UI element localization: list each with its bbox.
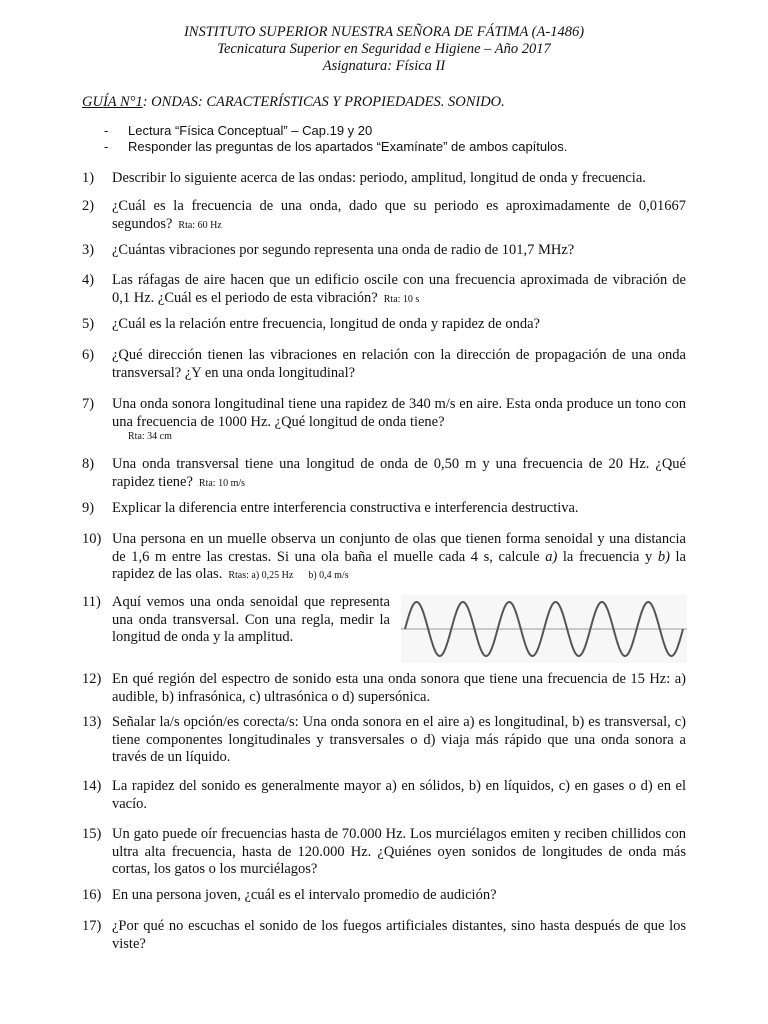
question-16 [82,887,686,905]
question-10 [82,531,686,585]
program-name: Tecnicatura Superior en Seguridad e Higiene – Año 2017 [217,41,551,57]
sine-wave-figure [401,595,687,663]
question-text: Aquí vemos una onda senoidal que representa una onda transversal. Con una regla, medir la longitud de onda y la amplitud. [112,594,390,645]
question-12 [82,671,686,706]
institution-name: INSTITUTO SUPERIOR NUESTRA SEÑORA DE FÁTIMA (A-1486) [183,24,585,40]
question-text: ¿Por qué no escuchas el sonido de los fuegos artificiales distantes, sino hasta después de que los viste? [112,918,686,952]
question-17 [82,918,686,953]
question-number: 3) [82,242,95,258]
question-text: Una onda sonora longitudinal tiene una rapidez de 340 m/s en aire. Esta onda produce un tono con una frecuencia de 1000 Hz. ¿Qué longitud de onda tiene? [112,396,686,430]
question-text: ¿Qué dirección tienen las vibraciones en relación con la dirección de propagación de una onda transversal? ¿Y en una onda longitudinal? [112,347,686,381]
guide-title [82,94,505,111]
question-number: 9) [82,500,95,516]
question-5 [82,316,686,334]
question-7 [82,396,686,443]
reading-dash: - [104,123,109,138]
guide-label: GUÍA N°1 [82,94,143,110]
question-text-end: la rapidez de las olas. [112,548,686,582]
question-text: Explicar la diferencia entre interferencia constructiva e interferencia destructiva. [112,500,579,516]
question-number: 4) [82,272,95,288]
answer-hint: Rta: 34 cm [128,431,172,442]
question-8 [82,456,686,492]
question-number: 5) [82,316,95,332]
answer-hint: Rtas: a) 0,25 Hz b) 0,4 m/s [228,570,349,581]
question-number: 13) [82,714,102,730]
question-text: En una persona joven, ¿cuál es el intervalo promedio de audición? [112,887,497,903]
reading-dash: - [104,139,109,154]
question-number: 15) [82,826,102,842]
reading-item [104,123,372,139]
reading-text: Responder las preguntas de los apartados “Examínate” de ambos capítulos. [128,139,568,154]
answer-hint: Rta: 10 m/s [198,477,246,489]
question-number: 10) [82,531,102,547]
question-text: Una persona en un muelle observa un conjunto de olas que tienen forma senoidal y una distancia de 1,6 m entre las crestas. Si una ola baña el muelle cada 4 s, calcule [112,531,686,565]
question-number: 8) [82,456,95,472]
question-number: 7) [82,396,95,412]
question-number: 6) [82,347,95,363]
question-text: Un gato puede oír frecuencias hasta de 70.000 Hz. Los murciélagos emiten y reciben chillidos con ultra alta frecuencia, hasta de 120.000 Hz. ¿Quiénes oyen sonidos de longitudes de onda más cortas, los gatos o los murciélagos? [112,826,686,877]
question-13 [82,714,686,767]
question-text: En qué región del espectro de sonido esta una onda sonora que tiene una frecuencia de 15 Hz: a) audible, b) infrasónica, c) ultrasónica o d) supersónica. [112,671,686,705]
question-text: Las ráfagas de aire hacen que un edificio oscile con una frecuencia aproximada de vibración de 0,1 Hz. ¿Cuál es el periodo de esta vibración? [112,272,686,306]
part-b-label: b) [657,548,670,565]
question-2 [82,198,686,234]
question-text-continued: la frecuencia y [557,548,658,565]
part-a-label: a) [545,548,558,565]
question-9 [82,500,686,518]
question-text: Una onda transversal tiene una longitud de onda de 0,50 m y una frecuencia de 20 Hz. ¿Qué rapidez tiene? [112,456,686,490]
question-number: 14) [82,778,102,794]
question-15 [82,826,686,879]
reading-item [104,139,567,155]
subject-name: Asignatura: Física II [322,58,446,74]
question-text: Señalar la/s opción/es corecta/s: Una onda sonora en el aire a) es longitudinal, b) es transversal, c) tiene componentes longitudinales y transversales o d) viaja más rápido que una onda sonora a través de un líquido. [112,714,686,765]
question-text: ¿Cuál es la relación entre frecuencia, longitud de onda y rapidez de onda? [112,316,540,332]
answer-hint: Rta: 60 Hz [178,219,222,231]
question-4 [82,272,686,308]
question-text: Describir lo siguiente acerca de las ondas: periodo, amplitud, longitud de onda y frecuencia. [112,170,646,186]
question-number: 12) [82,671,102,687]
question-number: 1) [82,170,95,186]
reading-text: Lectura “Física Conceptual” – Cap.19 y 20 [128,123,373,138]
guide-topic: : ONDAS: CARACTERÍSTICAS Y PROPIEDADES. SONIDO. [142,94,505,110]
document-header [0,24,768,75]
question-number: 17) [82,918,102,934]
question-text: ¿Cuál es la frecuencia de una onda, dado que su periodo es aproximadamente de 0,01667 segundos? [112,198,686,232]
question-6 [82,347,686,382]
question-14 [82,778,686,813]
question-text: La rapidez del sonido es generalmente mayor a) en sólidos, b) en líquidos, c) en gases o d) en el vacío. [112,778,686,812]
question-number: 11) [82,594,101,610]
question-number: 2) [82,198,95,214]
question-1 [82,170,686,188]
question-text: ¿Cuántas vibraciones por segundo representa una onda de radio de 101,7 MHz? [112,242,575,258]
answer-hint: Rta: 10 s [383,293,420,305]
question-number: 16) [82,887,102,903]
question-3 [82,242,686,260]
